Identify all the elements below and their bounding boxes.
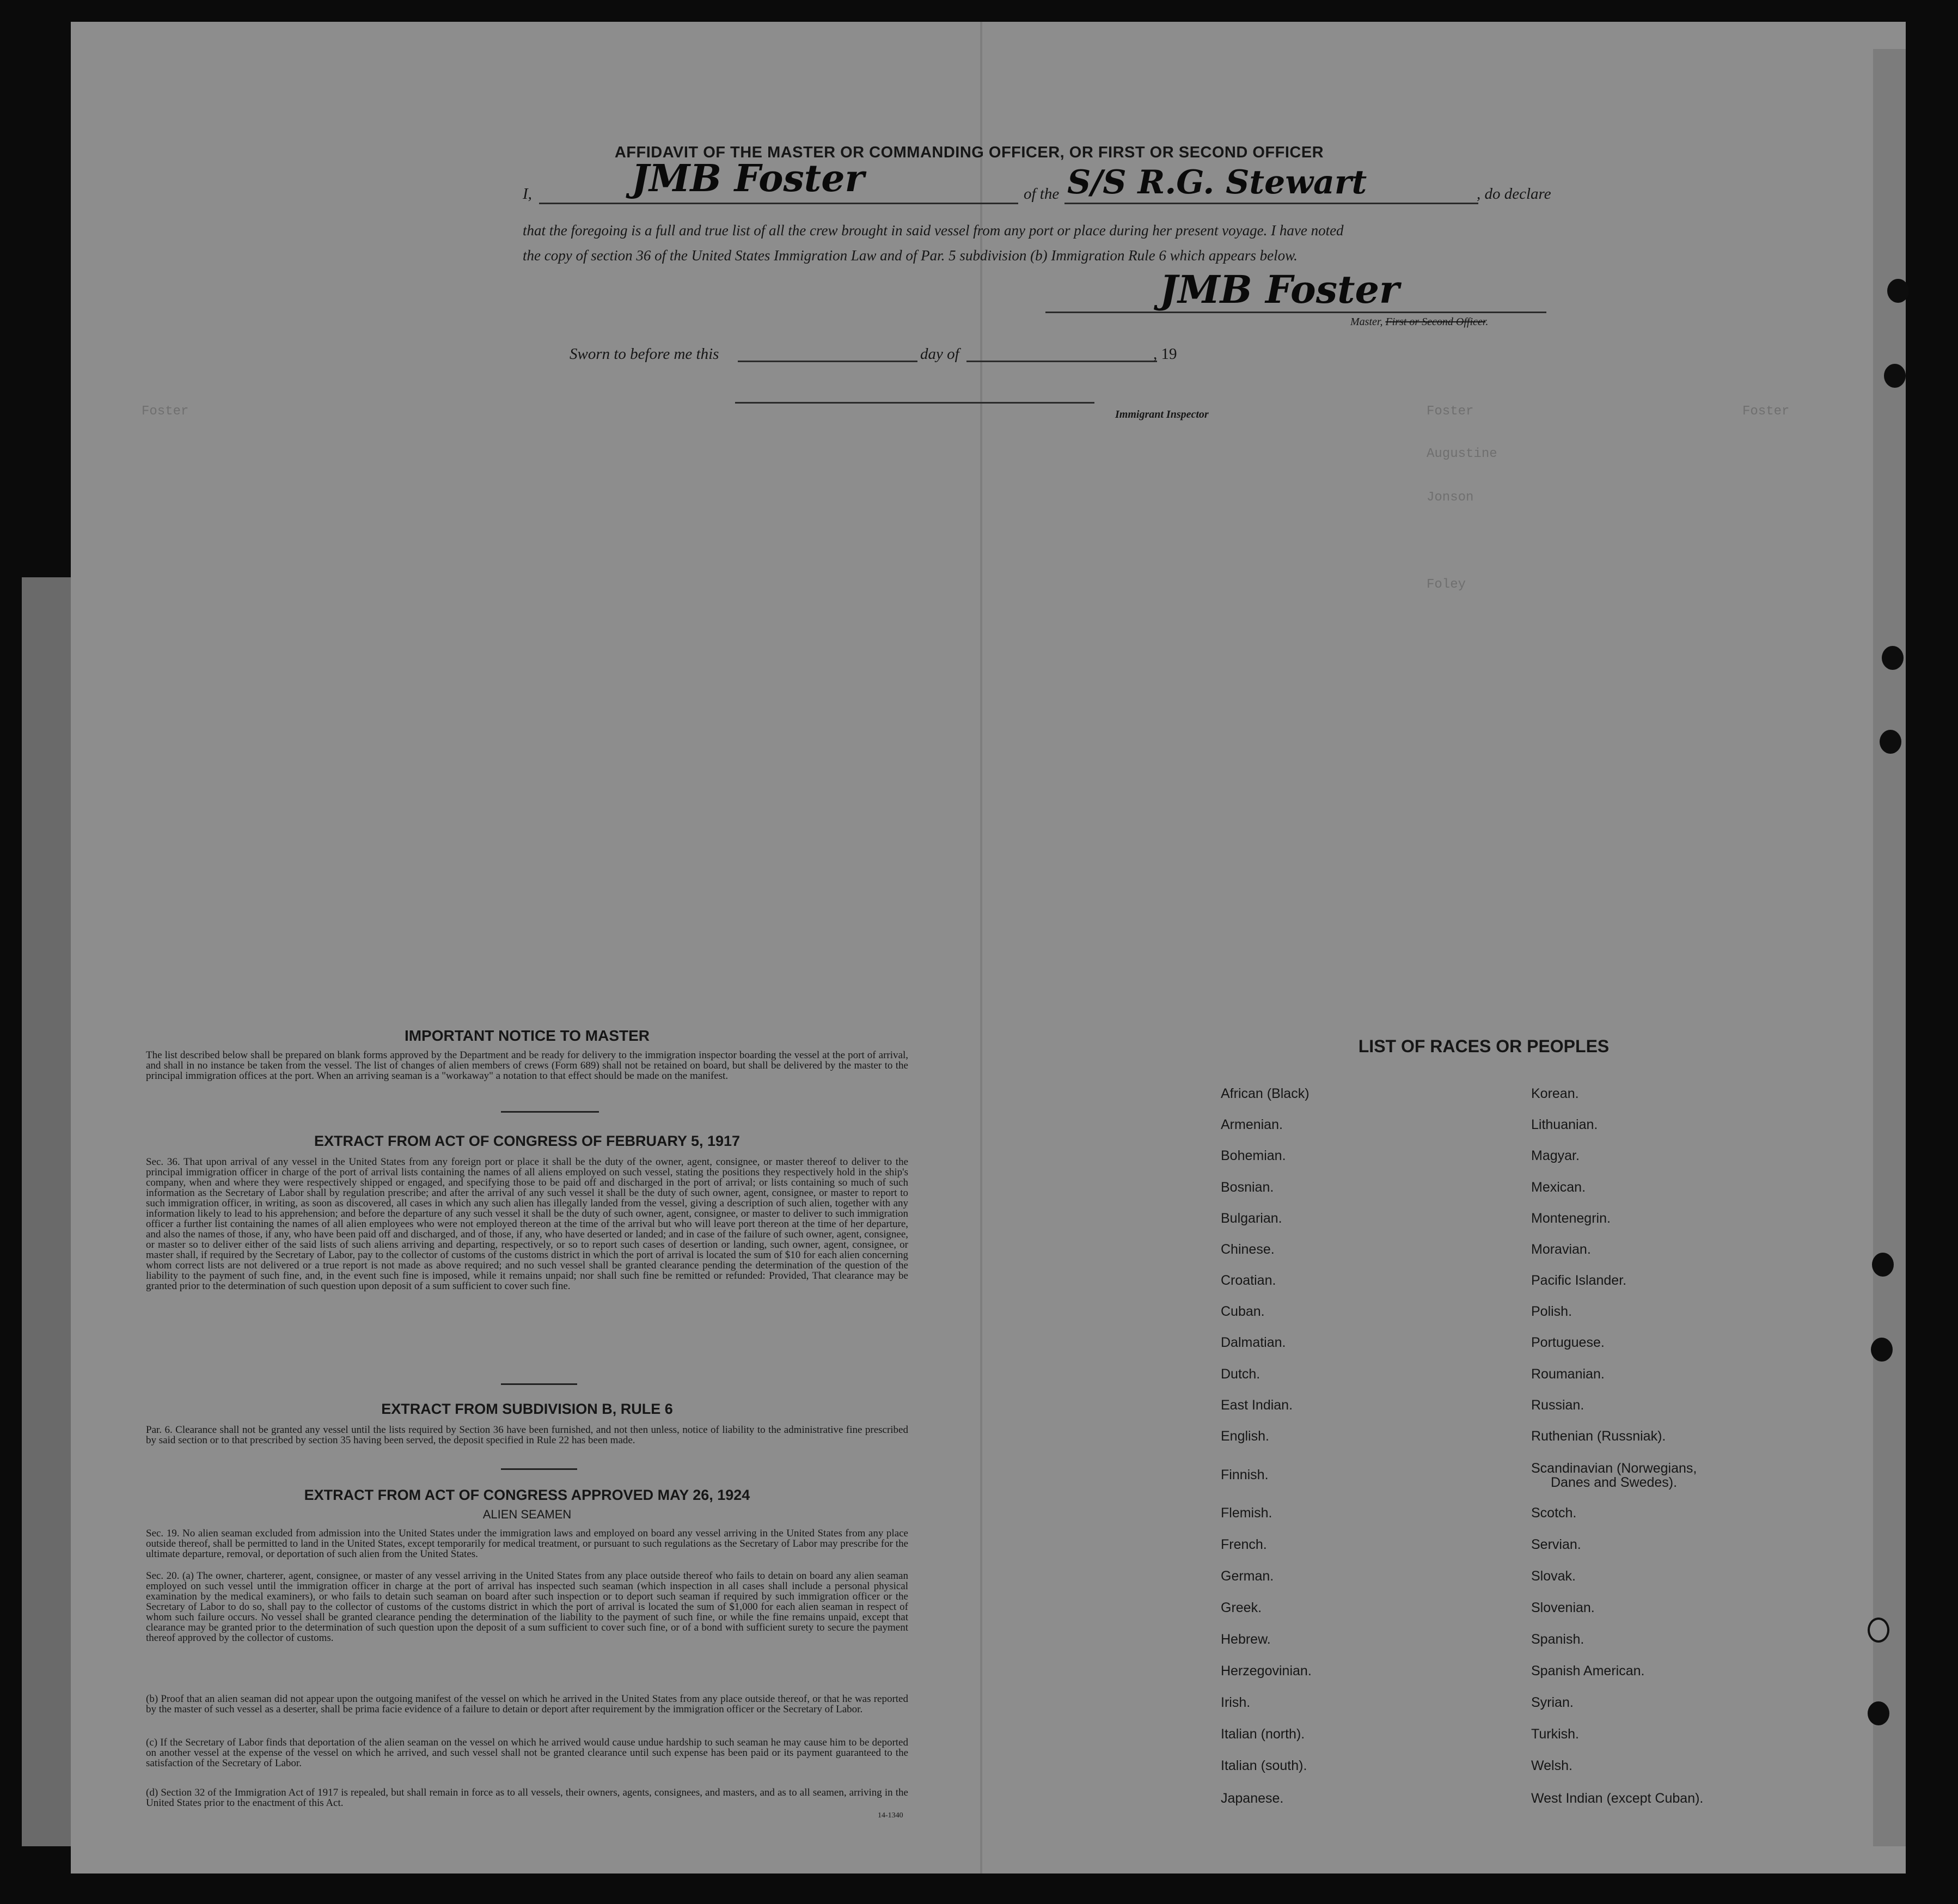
race-item: Italian (north). (1221, 1726, 1305, 1742)
race-item: Turkish. (1531, 1726, 1579, 1742)
race-item: Spanish American. (1531, 1663, 1645, 1679)
signature-caption (1350, 316, 1488, 328)
extract-rule6-text: Par. 6. Clearance shall not be granted any vessel until the lists required by Section 36 have been furnished, and not then unless, notice of liability to the administrative fine prescribed by said section or to that prescribed by section 35 having been served, the deposit specified in Rule 22 has been made. (146, 1424, 908, 1446)
binder-hole (1868, 1618, 1889, 1643)
extract-1917-title: EXTRACT FROM ACT OF CONGRESS OF FEBRUARY 5, 1917 (314, 1133, 741, 1149)
race-item: Russian. (1531, 1398, 1584, 1413)
race-item: Italian (south). (1221, 1758, 1307, 1773)
race-item: Armenian. (1221, 1117, 1283, 1132)
bleed-through-text: Augustine (1427, 447, 1497, 461)
race-item: Magyar. (1531, 1148, 1580, 1163)
divider (501, 1468, 577, 1470)
sworn-label: Sworn to before me this (570, 345, 719, 363)
master-name-signature: JMB Foster (632, 157, 865, 200)
vessel-name: S/S R.G. Stewart (1067, 163, 1367, 202)
race-item: Pacific Islander. (1531, 1273, 1627, 1288)
sec20d-text: (d) Section 32 of the Immigration Act of 1917 is repealed, but shall remain in force as to all vessels, their owners, agents, consignees, and masters, and as to all seamen, arriving in the United States prior to the enactment of this Act. (146, 1787, 908, 1809)
race-item: Greek. (1221, 1600, 1262, 1615)
race-item: Spanish. (1531, 1632, 1584, 1647)
extract-1917-text: Sec. 36. That upon arrival of any vessel in the United States from any foreign port or place it shall be the duty of the owner, agent, consignee, or master thereof to deliver to the principal immigration officer in charge of the port of arrival lists containing the names of all aliens employed on such vessel, stating the positions they respectively hold in the ship's company, when and where they were respectively shipped or engaged, and specifying those to be paid off and discharged in the port of arrival; or lists containing so much of such information as the Secretary of Labor shall by regulation prescribe; and after the arrival of any such vessel it shall be the duty of such owner, agent, consignee, or master to report to such immigration officer, in writing, as soon as discovered, all cases in which any such alien has illegally landed from the vessel, giving a description of such alien, together with any information likely to lead to his apprehension; and before the departure of any such vessel it shall be the duty of such owner, agent, consignee, or master to deliver to such immigration officer a further list containing the names of all alien employees who were not employed thereon at the time of the arrival but who will leave port thereon at the time of her departure, and also the names of those, if any, who have been paid off and discharged, and of those, if any, who have deserted or landed; and in case of the failure of such owner, agent, consignee, or master so to deliver either of the said lists of such aliens arriving and departing, respectively, or so to report such cases of desertion or landing, such owner, agent, consignee, or master shall, if required by the Secretary of Labor, pay to the collector of customs of the customs district in which the port of arrival is located the sum of $10 for each alien concerning whom correct lists are not delivered or a true report is not made as above required; and no such vessel shall be granted clearance pending the determination of the question of the liability to the payment of such fine, and, in the event such fine is imposed, while it remains unpaid; nor shall such fine be remitted or refunded: Provided, That clearance may be granted prior to the determination of such question upon deposit of a sum sufficient to cover such fine. (146, 1156, 908, 1292)
extract-1924-title: EXTRACT FROM ACT OF CONGRESS APPROVED MAY 26, 1924 (304, 1487, 750, 1503)
notice-text: The list described below shall be prepared on blank forms approved by the Department and be ready for delivery to the immigration inspector boarding the vessel at the port of arrival, and shall in no instance be taken from the vessel. The list of changes of alien members of crews (Form 689) shall not be retained on board, but shall be delivered by the master to the principal immigration offices at the port. When an arriving seaman is a "workaway" a notation to that effect should be made on the manifest. (146, 1049, 908, 1082)
sec20a-text: Sec. 20. (a) The owner, charterer, agent, consignee, or master of any vessel arriving in the United States from any place outside thereof who fails to detain on board any alien seaman employed on such vessel until the immigration officer in charge at the port of arrival has inspected such seaman (which inspection in all cases shall include a personal physical examination by the medical examiners), or who fails to detain such seaman on board after such inspection or to deport such seaman if required by such immigration officer or the Secretary of Labor to do so, shall pay to the collector of customs of the customs district in which the port of arrival is located the sum of $1,000 for each alien seaman in respect of whom such failure occurs. No vessel shall be granted clearance pending the determination of the liability to the payment of such fine, or while the fine remains unpaid, except that clearance may be granted prior to the determination of such question upon the deposit of a sum sufficient to cover such fine, or of a bond with sufficient surety to secure the payment thereof approved by the collector of customs. (146, 1570, 908, 1644)
bleed-through-text: Foster (142, 404, 189, 419)
race-item: Slovenian. (1531, 1600, 1595, 1615)
race-item: Montenegrin. (1531, 1211, 1611, 1226)
statement-line-2: the copy of section 36 of the United States Immigration Law and of Par. 5 subdivision (b) Immigration Rule 6 which appears below. (523, 247, 1298, 264)
race-item: Servian. (1531, 1537, 1581, 1552)
master-name-line (539, 203, 1018, 204)
race-item: Japanese. (1221, 1791, 1284, 1806)
caption-end: . (1485, 316, 1489, 328)
form-number: 14-1340 (878, 1811, 903, 1820)
race-item: Dalmatian. (1221, 1335, 1286, 1350)
race-item: English. (1221, 1429, 1269, 1444)
sworn-day-line (738, 361, 917, 362)
i-label: I, (523, 185, 532, 203)
race-item: Portuguese. (1531, 1335, 1605, 1350)
affidavit-title: AFFIDAVIT OF THE MASTER OR COMMANDING OFFICER, OR FIRST OR SECOND OFFICER (614, 144, 1324, 161)
center-fold (980, 22, 982, 1874)
race-item: Polish. (1531, 1304, 1572, 1319)
do-declare-label: , do declare (1477, 185, 1551, 203)
race-item: West Indian (except Cuban). (1531, 1791, 1704, 1806)
inspector-label: Immigrant Inspector (1115, 408, 1209, 420)
race-item: Bosnian. (1221, 1180, 1274, 1195)
binder-hole (1884, 364, 1906, 388)
right-page-edge (1873, 49, 1906, 1846)
sec20b-text: (b) Proof that an alien seaman did not appear upon the outgoing manifest of the vessel on which he arrived in the United States from any place outside thereof, or that he was reported by the master of such vessel as a deserter, shall be prima facie evidence of a failure to detain or deport after requirement by the immigration officer or the Secretary of Labor. (146, 1693, 908, 1715)
binder-hole (1880, 730, 1901, 754)
race-item: Ruthenian (Russniak). (1531, 1429, 1666, 1444)
race-item: Chinese. (1221, 1242, 1275, 1257)
sec20c-text: (c) If the Secretary of Labor finds that deportation of the alien seaman on the vessel on which he arrived would cause undue hardship to such seaman he may cause him to be deported on another vessel at the expense of the vessel on which he arrived, and such vessel shall not be granted clearance until such expense has been paid or its payment guaranteed to the satisfaction of the Secretary of Labor. (146, 1737, 908, 1769)
race-item: Danes and Swedes). (1551, 1475, 1678, 1490)
sec19-text: Sec. 19. No alien seaman excluded from admission into the United States under the immigration laws and employed on board any vessel arriving in the United States from any place outside thereof, shall be permitted to land in the United States, except temporarily for medical treatment, or pursuant to such regulations as the Secretary of Labor may prescribe for the ultimate departure, removal, or deportation of such alien from the United States. (146, 1528, 908, 1560)
race-item: Bulgarian. (1221, 1211, 1282, 1226)
divider (501, 1383, 577, 1385)
inspector-line (735, 402, 1094, 404)
race-item: Bohemian. (1221, 1148, 1286, 1163)
caption-master: Master, (1350, 316, 1383, 328)
day-of-label: day of (920, 345, 959, 363)
race-item: Mexican. (1531, 1180, 1586, 1195)
race-item: Roumanian. (1531, 1366, 1605, 1382)
race-item: German. (1221, 1569, 1274, 1584)
underlying-page-edge (22, 577, 76, 1846)
race-item: Moravian. (1531, 1242, 1591, 1257)
year-prefix: , 19 (1153, 345, 1177, 363)
bleed-through-text: Jonson (1427, 490, 1474, 505)
sworn-month-line (966, 361, 1157, 362)
bleed-through-text: Foster (1742, 404, 1790, 419)
race-item: Lithuanian. (1531, 1117, 1598, 1132)
race-item: Flemish. (1221, 1505, 1272, 1521)
races-title: LIST OF RACES OR PEOPLES (1358, 1036, 1610, 1056)
of-the-label: of the (1024, 185, 1060, 203)
race-item: African (Black) (1221, 1086, 1310, 1101)
caption-struck-officer: First or Second Officer (1385, 316, 1486, 328)
alien-seamen-subtitle: ALIEN SEAMEN (482, 1508, 572, 1521)
binder-hole (1871, 1338, 1893, 1362)
race-item: Cuban. (1221, 1304, 1265, 1319)
statement-line-1: that the foregoing is a full and true list of all the crew brought in said vessel from any port or place during her present voyage. I have noted (523, 222, 1344, 239)
notice-title: IMPORTANT NOTICE TO MASTER (404, 1027, 650, 1044)
race-item: Hebrew. (1221, 1632, 1271, 1647)
bleed-through-text: Foley (1427, 577, 1466, 592)
binder-hole (1887, 279, 1909, 303)
race-item: Herzegovinian. (1221, 1663, 1312, 1679)
binder-hole (1882, 646, 1904, 670)
race-item: Dutch. (1221, 1366, 1261, 1382)
extract-rule6-title: EXTRACT FROM SUBDIVISION B, RULE 6 (381, 1401, 673, 1417)
race-item: Syrian. (1531, 1695, 1574, 1710)
race-item: Scotch. (1531, 1505, 1577, 1521)
race-item: Korean. (1531, 1086, 1579, 1101)
race-item: Croatian. (1221, 1273, 1276, 1288)
vessel-name-line (1064, 203, 1478, 204)
binder-hole (1868, 1701, 1889, 1725)
race-item: Welsh. (1531, 1758, 1572, 1773)
master-signature: JMB Foster (1160, 267, 1399, 312)
race-item: Slovak. (1531, 1569, 1576, 1584)
race-item: Finnish. (1221, 1467, 1269, 1482)
binder-hole (1872, 1253, 1894, 1277)
race-item: Irish. (1221, 1695, 1251, 1710)
race-item: French. (1221, 1537, 1267, 1552)
divider (501, 1111, 599, 1113)
bleed-through-text: Foster (1427, 404, 1474, 419)
race-item: Scandinavian (Norwegians, (1531, 1461, 1697, 1476)
race-item: East Indian. (1221, 1398, 1293, 1413)
